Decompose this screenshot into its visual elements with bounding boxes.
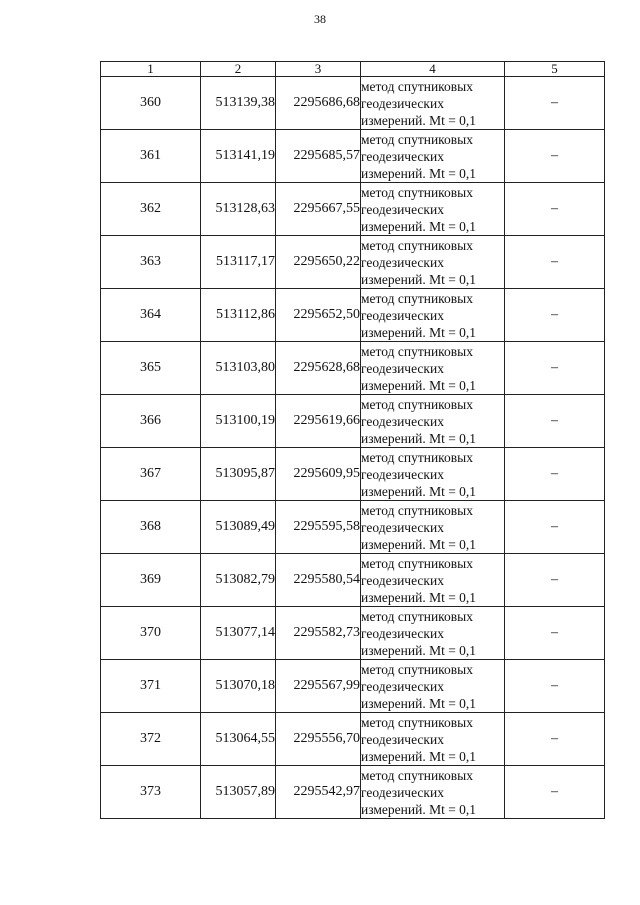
method-line: геодезических xyxy=(361,148,444,164)
method-cell xyxy=(361,130,505,183)
method-line: измерений. Mt = 0,1 xyxy=(361,748,477,764)
y-coordinate-cell: 2295542,97 xyxy=(276,766,361,819)
method-cell xyxy=(361,183,505,236)
table-row xyxy=(101,713,605,766)
table-row xyxy=(101,554,605,607)
method-line: метод спутниковых xyxy=(361,449,473,465)
note-cell: – xyxy=(505,236,605,289)
table-row xyxy=(101,395,605,448)
table-body xyxy=(101,77,605,819)
method-line: измерений. Mt = 0,1 xyxy=(361,271,477,287)
method-line: измерений. Mt = 0,1 xyxy=(361,430,477,446)
note-cell: – xyxy=(505,766,605,819)
method-cell xyxy=(361,289,505,342)
note-cell: – xyxy=(505,607,605,660)
method-cell xyxy=(361,660,505,713)
table-row xyxy=(101,183,605,236)
x-coordinate-cell: 513057,89 xyxy=(201,766,276,819)
note-cell: – xyxy=(505,501,605,554)
method-line: измерений. Mt = 0,1 xyxy=(361,377,477,393)
header-col-3: 3 xyxy=(276,62,361,77)
method-line: геодезических xyxy=(361,254,444,270)
method-line: метод спутниковых xyxy=(361,767,473,783)
method-cell xyxy=(361,554,505,607)
x-coordinate-cell: 513089,49 xyxy=(201,501,276,554)
method-line: метод спутниковых xyxy=(361,555,473,571)
method-line: измерений. Mt = 0,1 xyxy=(361,642,477,658)
method-line: измерений. Mt = 0,1 xyxy=(361,324,477,340)
x-coordinate-cell: 513112,86 xyxy=(201,289,276,342)
method-cell xyxy=(361,77,505,130)
y-coordinate-cell: 2295582,73 xyxy=(276,607,361,660)
table-row xyxy=(101,130,605,183)
x-coordinate-cell: 513128,63 xyxy=(201,183,276,236)
note-cell: – xyxy=(505,77,605,130)
method-line: метод спутниковых xyxy=(361,502,473,518)
y-coordinate-cell: 2295652,50 xyxy=(276,289,361,342)
x-coordinate-cell: 513077,14 xyxy=(201,607,276,660)
method-line: измерений. Mt = 0,1 xyxy=(361,112,477,128)
y-coordinate-cell: 2295556,70 xyxy=(276,713,361,766)
point-number-cell: 367 xyxy=(101,448,201,501)
note-cell: – xyxy=(505,342,605,395)
point-number-cell: 370 xyxy=(101,607,201,660)
method-line: геодезических xyxy=(361,678,444,694)
note-cell: – xyxy=(505,554,605,607)
y-coordinate-cell: 2295609,95 xyxy=(276,448,361,501)
table-row xyxy=(101,289,605,342)
method-cell xyxy=(361,448,505,501)
method-cell xyxy=(361,395,505,448)
point-number-cell: 366 xyxy=(101,395,201,448)
method-cell xyxy=(361,607,505,660)
method-cell xyxy=(361,501,505,554)
table-row xyxy=(101,501,605,554)
method-line: измерений. Mt = 0,1 xyxy=(361,536,477,552)
coordinates-table xyxy=(100,61,605,819)
x-coordinate-cell: 513095,87 xyxy=(201,448,276,501)
note-cell: – xyxy=(505,448,605,501)
point-number-cell: 371 xyxy=(101,660,201,713)
point-number-cell: 362 xyxy=(101,183,201,236)
method-line: измерений. Mt = 0,1 xyxy=(361,801,477,817)
table-row xyxy=(101,236,605,289)
method-line: геодезических xyxy=(361,784,444,800)
point-number-cell: 361 xyxy=(101,130,201,183)
table-row xyxy=(101,607,605,660)
point-number-cell: 369 xyxy=(101,554,201,607)
method-line: геодезических xyxy=(361,466,444,482)
method-line: геодезических xyxy=(361,519,444,535)
method-line: метод спутниковых xyxy=(361,608,473,624)
y-coordinate-cell: 2295650,22 xyxy=(276,236,361,289)
point-number-cell: 372 xyxy=(101,713,201,766)
header-col-5: 5 xyxy=(505,62,605,77)
method-line: измерений. Mt = 0,1 xyxy=(361,483,477,499)
x-coordinate-cell: 513141,19 xyxy=(201,130,276,183)
method-line: метод спутниковых xyxy=(361,290,473,306)
y-coordinate-cell: 2295567,99 xyxy=(276,660,361,713)
table-row xyxy=(101,342,605,395)
point-number-cell: 363 xyxy=(101,236,201,289)
table-row xyxy=(101,77,605,130)
method-line: метод спутниковых xyxy=(361,396,473,412)
y-coordinate-cell: 2295685,57 xyxy=(276,130,361,183)
point-number-cell: 365 xyxy=(101,342,201,395)
note-cell: – xyxy=(505,183,605,236)
x-coordinate-cell: 513103,80 xyxy=(201,342,276,395)
method-line: геодезических xyxy=(361,625,444,641)
note-cell: – xyxy=(505,395,605,448)
table-row xyxy=(101,448,605,501)
method-cell xyxy=(361,342,505,395)
method-line: измерений. Mt = 0,1 xyxy=(361,695,477,711)
table-header-row xyxy=(101,62,605,77)
method-line: геодезических xyxy=(361,413,444,429)
method-line: измерений. Mt = 0,1 xyxy=(361,589,477,605)
method-line: измерений. Mt = 0,1 xyxy=(361,218,477,234)
method-line: измерений. Mt = 0,1 xyxy=(361,165,477,181)
method-line: метод спутниковых xyxy=(361,131,473,147)
method-cell xyxy=(361,713,505,766)
y-coordinate-cell: 2295580,54 xyxy=(276,554,361,607)
y-coordinate-cell: 2295595,58 xyxy=(276,501,361,554)
y-coordinate-cell: 2295667,55 xyxy=(276,183,361,236)
y-coordinate-cell: 2295686,68 xyxy=(276,77,361,130)
y-coordinate-cell: 2295628,68 xyxy=(276,342,361,395)
method-line: метод спутниковых xyxy=(361,184,473,200)
method-line: метод спутниковых xyxy=(361,237,473,253)
note-cell: – xyxy=(505,713,605,766)
method-line: геодезических xyxy=(361,307,444,323)
note-cell: – xyxy=(505,660,605,713)
x-coordinate-cell: 513064,55 xyxy=(201,713,276,766)
method-cell xyxy=(361,236,505,289)
header-col-4: 4 xyxy=(361,62,505,77)
method-line: геодезических xyxy=(361,572,444,588)
table-row xyxy=(101,660,605,713)
method-line: метод спутниковых xyxy=(361,78,473,94)
note-cell: – xyxy=(505,130,605,183)
method-line: метод спутниковых xyxy=(361,661,473,677)
y-coordinate-cell: 2295619,66 xyxy=(276,395,361,448)
method-line: геодезических xyxy=(361,360,444,376)
header-col-1: 1 xyxy=(101,62,201,77)
header-col-2: 2 xyxy=(201,62,276,77)
method-line: геодезических xyxy=(361,201,444,217)
x-coordinate-cell: 513070,18 xyxy=(201,660,276,713)
point-number-cell: 360 xyxy=(101,77,201,130)
method-cell xyxy=(361,766,505,819)
method-line: геодезических xyxy=(361,95,444,111)
method-line: геодезических xyxy=(361,731,444,747)
x-coordinate-cell: 513100,19 xyxy=(201,395,276,448)
x-coordinate-cell: 513117,17 xyxy=(201,236,276,289)
x-coordinate-cell: 513082,79 xyxy=(201,554,276,607)
page-number: 38 xyxy=(314,12,326,26)
method-line: метод спутниковых xyxy=(361,343,473,359)
x-coordinate-cell: 513139,38 xyxy=(201,77,276,130)
note-cell: – xyxy=(505,289,605,342)
point-number-cell: 364 xyxy=(101,289,201,342)
point-number-cell: 373 xyxy=(101,766,201,819)
table-row xyxy=(101,766,605,819)
point-number-cell: 368 xyxy=(101,501,201,554)
method-line: метод спутниковых xyxy=(361,714,473,730)
